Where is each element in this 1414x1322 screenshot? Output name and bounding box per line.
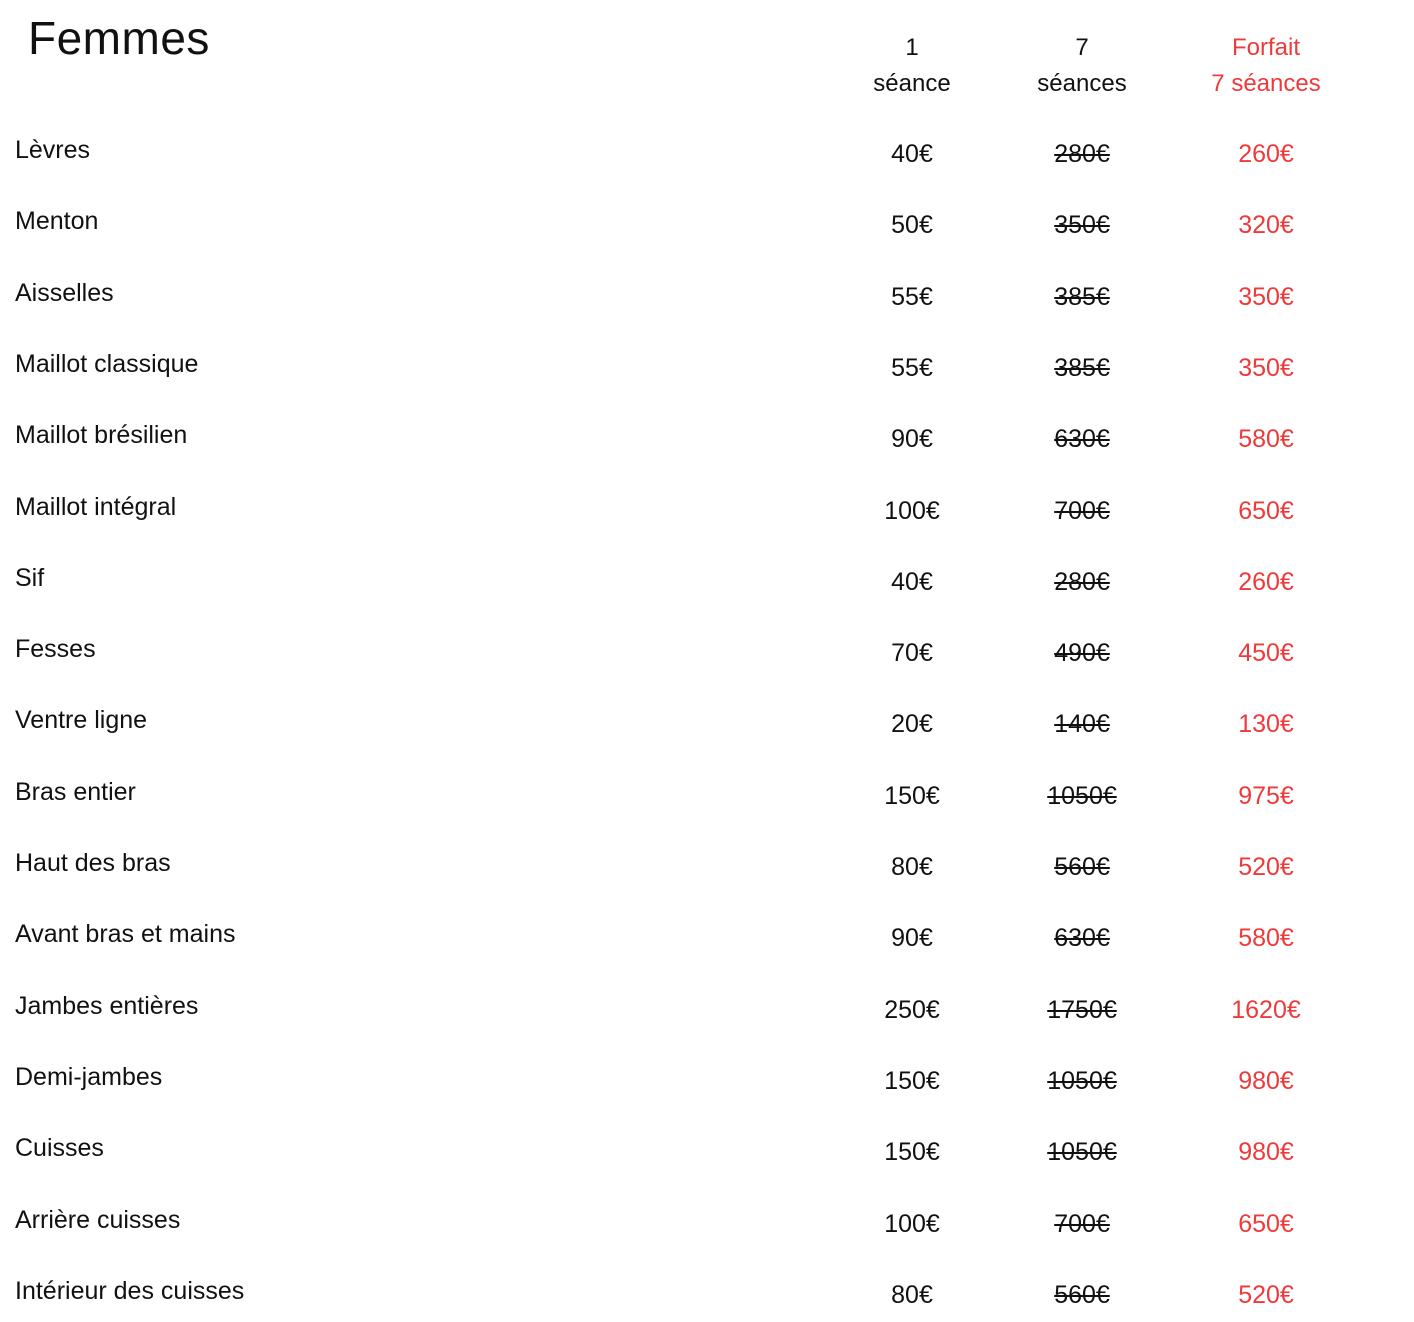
zone-label: Maillot classique <box>15 350 199 378</box>
table-row <box>0 418 1414 458</box>
column-header-line: 1 <box>905 34 919 61</box>
price-forfait: 350€ <box>1238 283 1294 311</box>
price-single-session: 55€ <box>891 354 933 382</box>
price-single-session: 100€ <box>884 497 940 525</box>
zone-label: Lèvres <box>15 136 91 164</box>
zone-label: Intérieur des cuisses <box>15 1277 245 1305</box>
price-seven-sessions-strikethrough: 385€ <box>1054 283 1110 311</box>
column-header-line: Forfait <box>1231 34 1300 61</box>
table-row <box>0 347 1414 387</box>
price-seven-sessions-strikethrough: 700€ <box>1054 497 1110 525</box>
price-single-session: 90€ <box>891 924 933 952</box>
price-forfait: 650€ <box>1238 1210 1294 1238</box>
price-forfait: 320€ <box>1238 211 1294 239</box>
price-seven-sessions-strikethrough: 700€ <box>1054 1210 1110 1238</box>
price-forfait: 580€ <box>1238 425 1294 453</box>
table-row <box>0 632 1414 672</box>
table-row <box>0 133 1414 173</box>
price-single-session: 100€ <box>884 1210 940 1238</box>
zone-label: Aisselles <box>15 279 114 307</box>
price-single-session: 55€ <box>891 283 933 311</box>
table-row <box>0 846 1414 886</box>
column-header-line: séances <box>1037 70 1127 97</box>
price-seven-sessions-strikethrough: 630€ <box>1054 924 1110 952</box>
price-seven-sessions-strikethrough: 280€ <box>1054 568 1110 596</box>
table-row <box>0 561 1414 601</box>
zone-label: Ventre ligne <box>15 706 148 734</box>
column-header-line: 7 <box>1075 34 1089 61</box>
price-single-session: 40€ <box>891 140 933 168</box>
table-row <box>0 703 1414 743</box>
price-forfait: 980€ <box>1238 1138 1294 1166</box>
price-single-session: 150€ <box>884 1067 940 1095</box>
table-row <box>0 1203 1414 1243</box>
price-seven-sessions-strikethrough: 560€ <box>1054 853 1110 881</box>
table-row <box>0 989 1414 1029</box>
page-title: Femmes <box>28 12 210 64</box>
table-row <box>0 204 1414 244</box>
zone-label: Maillot intégral <box>15 493 177 521</box>
price-single-session: 50€ <box>891 211 933 239</box>
price-single-session: 150€ <box>884 1138 940 1166</box>
column-header-forfait <box>1211 30 1320 102</box>
price-single-session: 80€ <box>891 1281 933 1309</box>
zone-label: Menton <box>15 207 99 235</box>
price-single-session: 20€ <box>891 710 933 738</box>
table-row <box>0 917 1414 957</box>
price-seven-sessions-strikethrough: 1050€ <box>1047 1067 1117 1095</box>
price-seven-sessions-strikethrough: 350€ <box>1054 211 1110 239</box>
zone-label: Jambes entières <box>15 992 199 1020</box>
price-seven-sessions-strikethrough: 490€ <box>1054 639 1110 667</box>
column-header-line: 7 séances <box>1211 70 1321 97</box>
price-forfait: 260€ <box>1238 568 1294 596</box>
price-forfait: 260€ <box>1238 140 1294 168</box>
price-seven-sessions-strikethrough: 1050€ <box>1047 1138 1117 1166</box>
price-seven-sessions-strikethrough: 1750€ <box>1047 996 1117 1024</box>
table-row <box>0 1274 1414 1314</box>
price-seven-sessions-strikethrough: 560€ <box>1054 1281 1110 1309</box>
price-forfait: 980€ <box>1238 1067 1294 1095</box>
zone-label: Arrière cuisses <box>15 1206 181 1234</box>
zone-label: Bras entier <box>15 778 136 806</box>
price-single-session: 150€ <box>884 782 940 810</box>
price-forfait: 975€ <box>1238 782 1294 810</box>
column-header-seven-sessions <box>1037 30 1126 102</box>
zone-label: Demi-jambes <box>15 1063 163 1091</box>
price-forfait: 130€ <box>1238 710 1294 738</box>
zone-label: Haut des bras <box>15 849 171 877</box>
table-row <box>0 490 1414 530</box>
price-single-session: 250€ <box>884 996 940 1024</box>
price-seven-sessions-strikethrough: 385€ <box>1054 354 1110 382</box>
column-header-single-session <box>873 30 950 102</box>
zone-label: Sif <box>15 564 45 592</box>
price-seven-sessions-strikethrough: 1050€ <box>1047 782 1117 810</box>
price-forfait: 1620€ <box>1231 996 1301 1024</box>
price-seven-sessions-strikethrough: 140€ <box>1054 710 1110 738</box>
price-forfait: 350€ <box>1238 354 1294 382</box>
price-single-session: 40€ <box>891 568 933 596</box>
table-row <box>0 1060 1414 1100</box>
price-forfait: 520€ <box>1238 853 1294 881</box>
column-header-line: séance <box>873 70 951 97</box>
price-forfait: 520€ <box>1238 1281 1294 1309</box>
price-single-session: 80€ <box>891 853 933 881</box>
table-row <box>0 1131 1414 1171</box>
table-row <box>0 775 1414 815</box>
table-row <box>0 276 1414 316</box>
price-single-session: 70€ <box>891 639 933 667</box>
price-forfait: 450€ <box>1238 639 1294 667</box>
zone-label: Cuisses <box>15 1134 104 1162</box>
price-forfait: 580€ <box>1238 924 1294 952</box>
price-seven-sessions-strikethrough: 280€ <box>1054 140 1110 168</box>
zone-label: Avant bras et mains <box>15 920 236 948</box>
zone-label: Fesses <box>15 635 96 663</box>
price-seven-sessions-strikethrough: 630€ <box>1054 425 1110 453</box>
price-single-session: 90€ <box>891 425 933 453</box>
zone-label: Maillot brésilien <box>15 421 188 449</box>
price-forfait: 650€ <box>1238 497 1294 525</box>
